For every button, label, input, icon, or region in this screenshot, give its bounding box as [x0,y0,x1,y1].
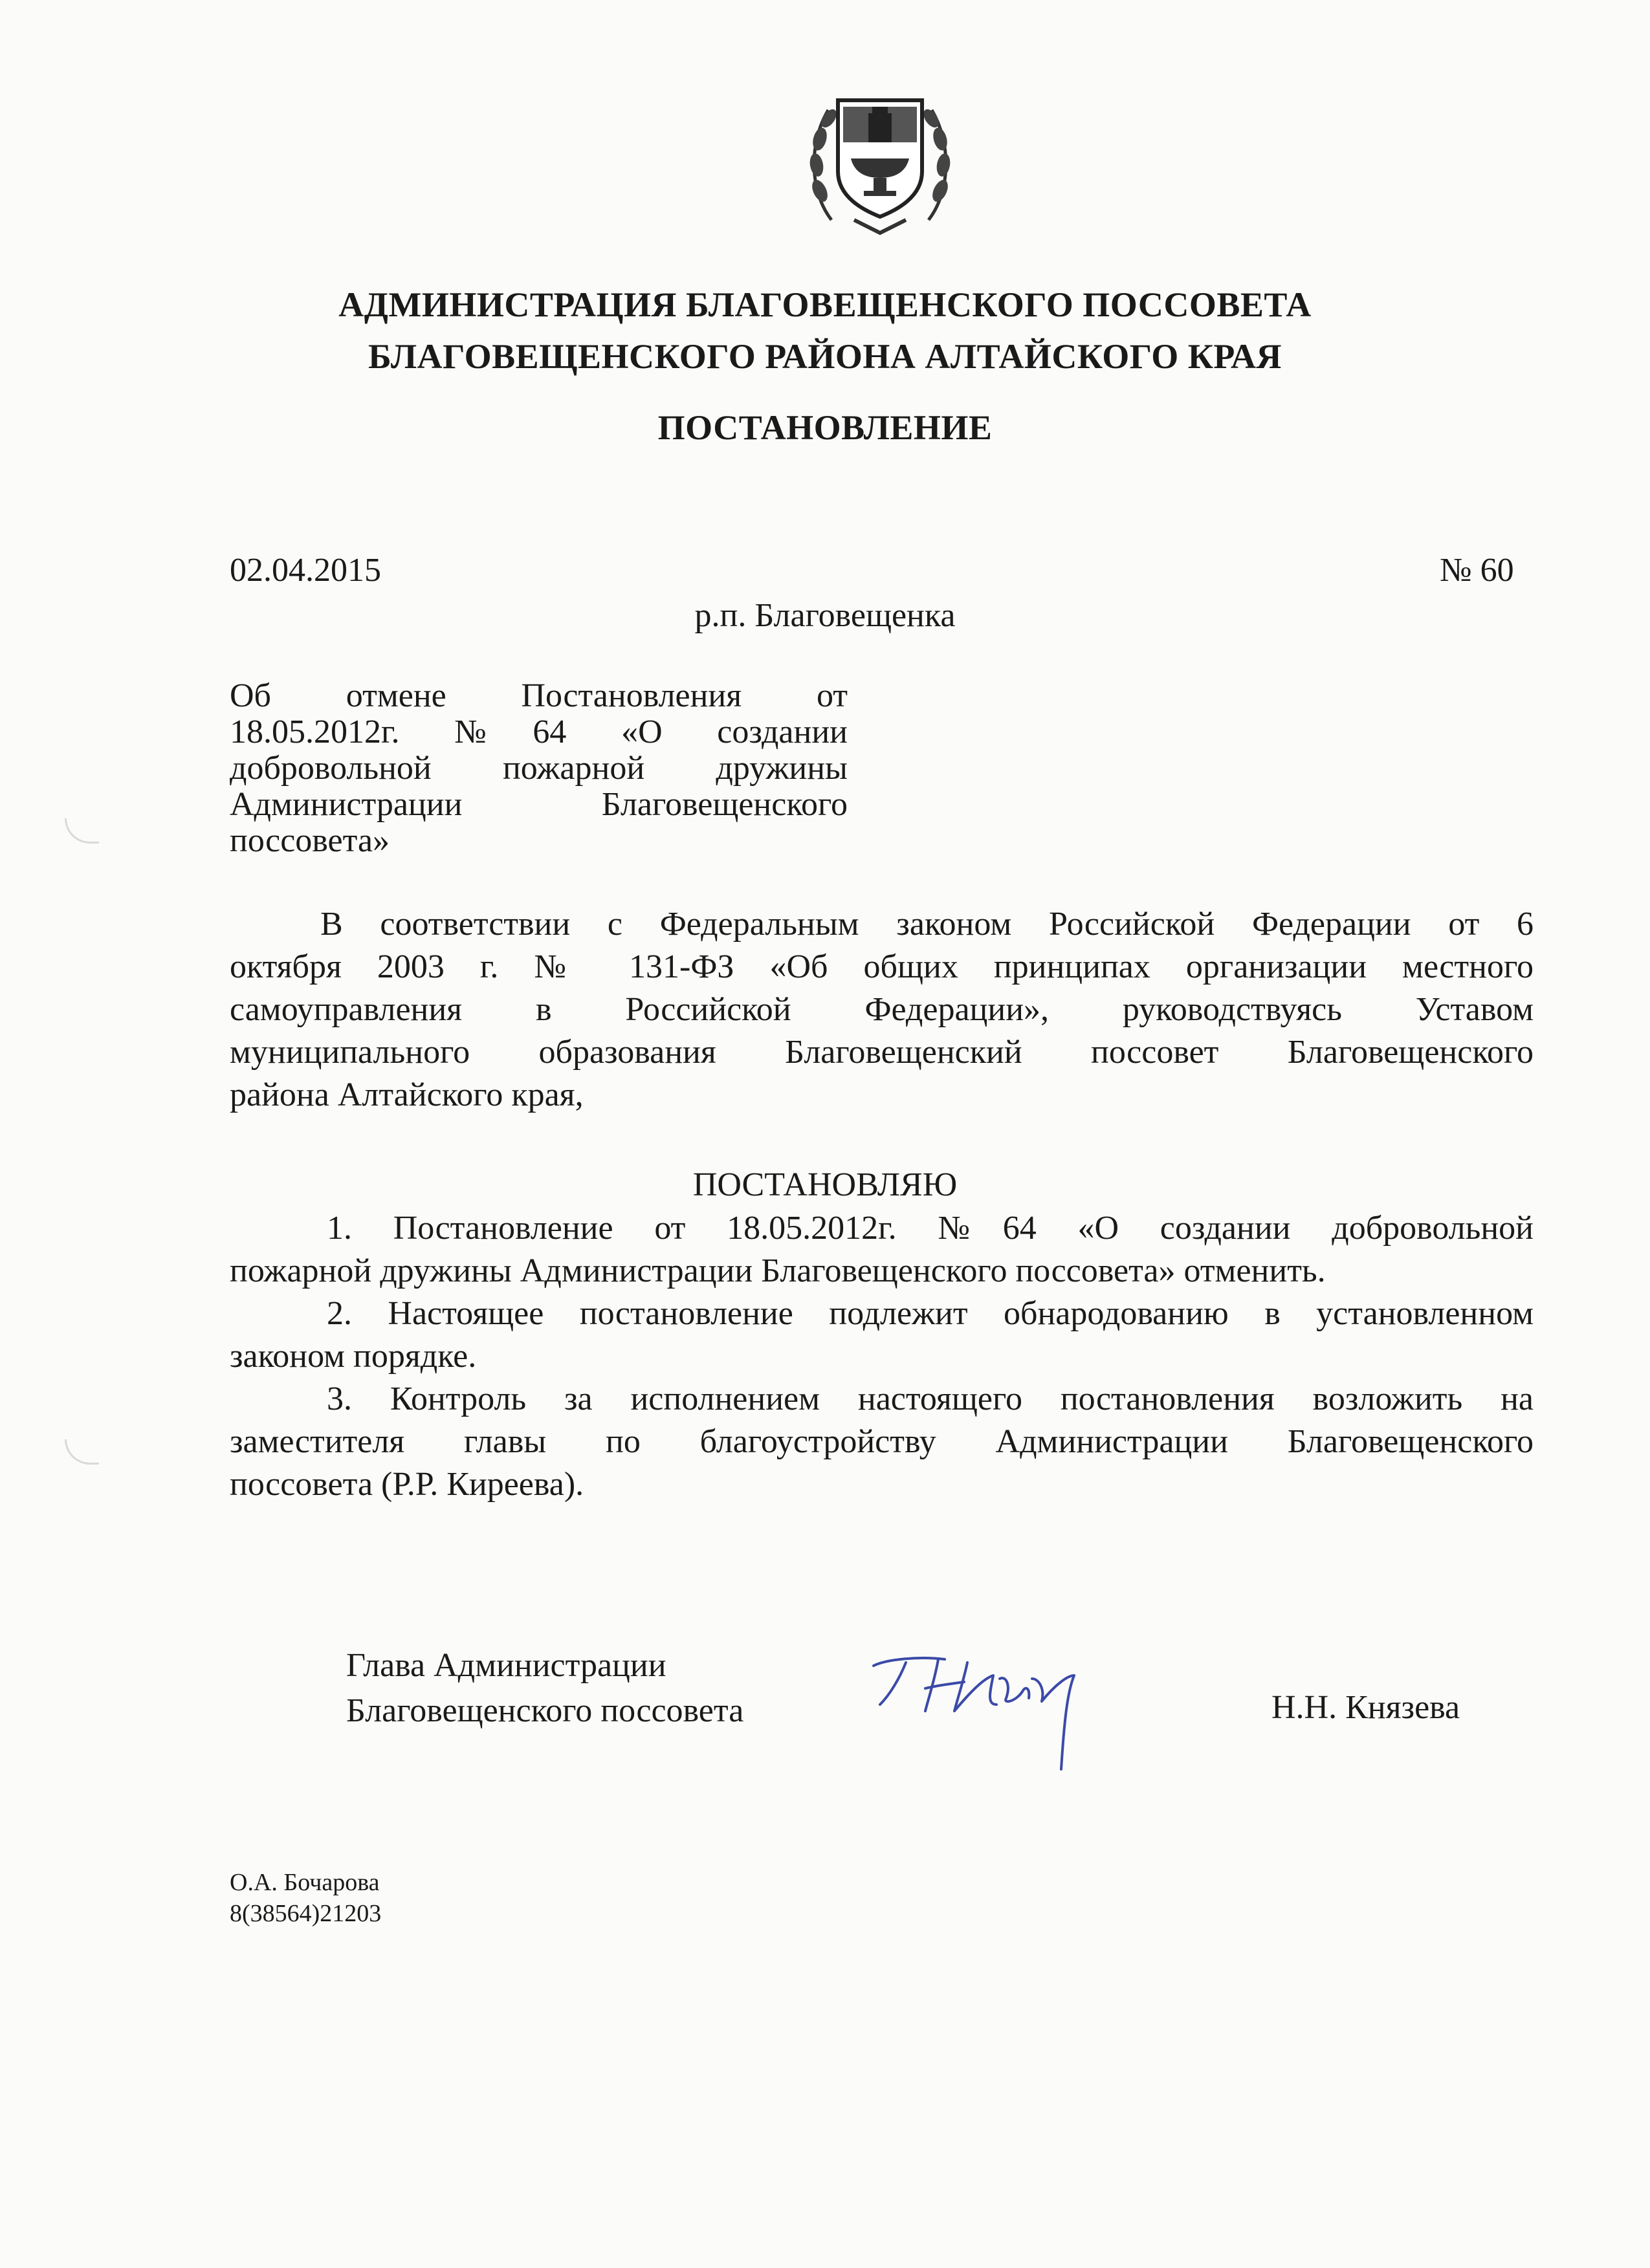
document-date: 02.04.2015 [230,552,381,589]
preamble-paragraph [230,903,1534,1117]
coat-of-arms-emblem [806,81,954,239]
subject-line: Об отмене Постановления от [230,677,848,714]
executor-name: О.А. Бочарова [230,1869,380,1896]
subject-line: поссовета» [230,822,390,859]
subject-line: Администрации Благовещенского [230,786,848,823]
organization-title-line1: АДМИНИСТРАЦИЯ БЛАГОВЕЩЕНСКОГО ПОССОВЕТА [338,285,1312,324]
item-line: поссовета (Р.Р. Киреева). [230,1466,584,1503]
preamble-line: октября 2003 г. № 131-ФЗ «Об общих принципах организации местного [230,948,1534,985]
subject-line: 18.05.2012г. №64 «О создании [230,714,848,750]
signatory-position [346,1643,743,1734]
resolve-heading: ПОСТАНОВЛЯЮ [692,1166,958,1203]
resolution-items [230,1207,1534,1506]
punch-hole-mark [65,818,99,844]
preamble-line: В соответствии с Федеральным законом Российской Федерации от 6 [320,906,1534,943]
document-place: р.п. Благовещенка [694,597,956,634]
punch-hole-mark [65,1439,99,1465]
item-line: 3. Контроль за исполнением настоящего постановления возложить на [327,1380,1534,1417]
item-line: заместителя главы по благоустройству Администрации Благовещенского [230,1423,1534,1460]
document-type-title: ПОСТАНОВЛЕНИЕ [657,408,993,447]
preamble-line: самоуправления в Российской Федерации», руководствуясь Уставом [230,991,1534,1028]
signatory-position-line1: Глава Администрации [346,1647,666,1684]
document-number: № 60 [1440,552,1514,589]
preamble-line: района Алтайского края, [230,1076,584,1113]
signatory-name: Н.Н. Князева [1271,1689,1460,1726]
item-line: 2. Настоящее постановление подлежит обнародованию в установленном [327,1295,1534,1332]
executor-info [230,1867,381,1929]
item-line: 1. Постановление от 18.05.2012г. №64 «О создании добровольной [327,1210,1534,1247]
item-line: законом порядке. [230,1338,477,1375]
preamble-line: муниципального образования Благовещенский поссовет Благовещенского [230,1034,1534,1071]
organization-title-line2: БЛАГОВЕЩЕНСКОГО РАЙОНА АЛТАЙСКОГО КРАЯ [368,337,1282,376]
signatory-position-line2: Благовещенского поссовета [346,1692,744,1729]
handwritten-signature [861,1640,1119,1776]
item-line: пожарной дружины Администрации Благовещенского поссовета» отменить. [230,1252,1326,1289]
subject-line: добровольной пожарной дружины [230,750,848,787]
document-subject [230,678,848,859]
executor-phone: 8(38564)21203 [230,1900,382,1927]
